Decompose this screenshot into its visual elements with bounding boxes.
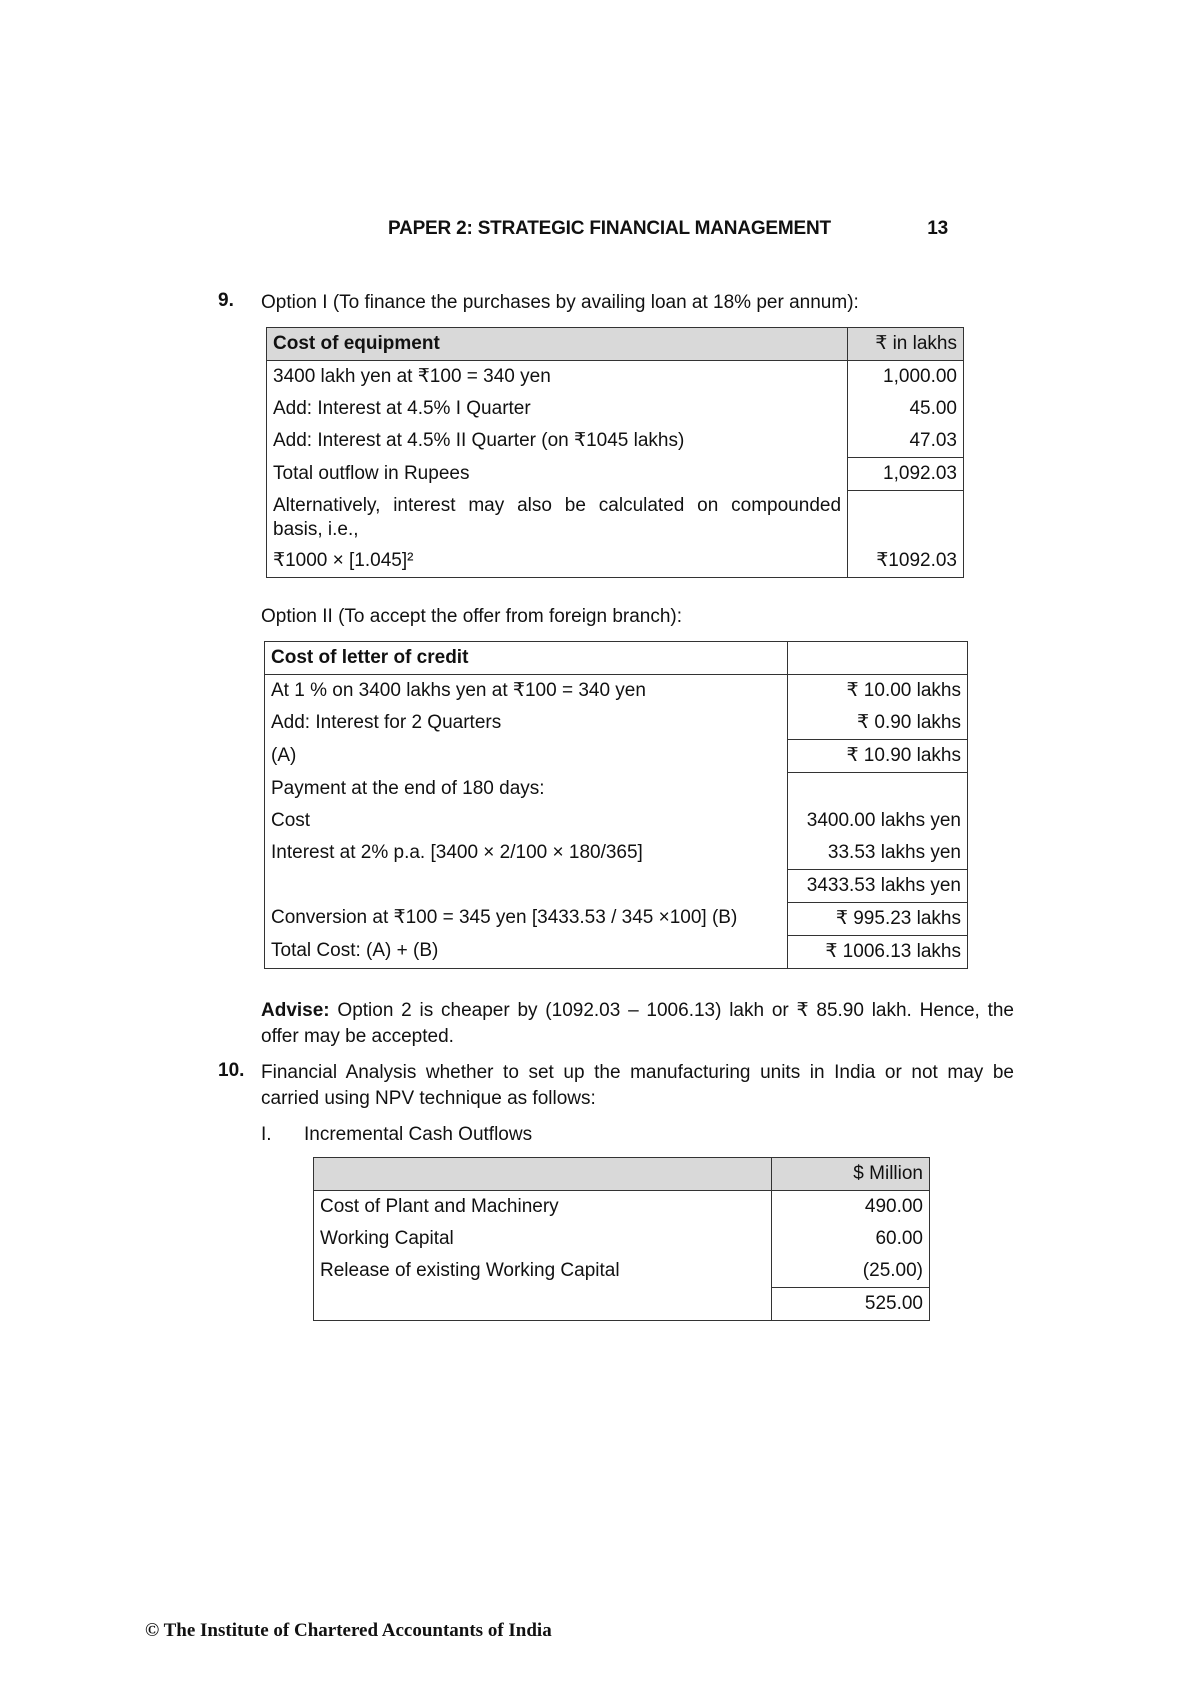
table-row <box>314 1255 930 1288</box>
table-row <box>265 773 968 805</box>
row-label: Cost <box>265 805 788 837</box>
sub-title: Incremental Cash Outflows <box>304 1124 533 1145</box>
row-value: ₹ 10.90 lakhs <box>788 740 968 773</box>
header-unit: ₹ in lakhs <box>848 328 964 361</box>
row-label <box>265 869 788 902</box>
header-empty <box>314 1158 772 1191</box>
option2-intro: Option II (To accept the offer from foreign branch): <box>261 606 683 627</box>
row-label: Total Cost: (A) + (B) <box>265 935 788 968</box>
table-row <box>265 935 968 968</box>
row-value: ₹1092.03 <box>848 545 964 578</box>
row-label: Cost of Plant and Machinery <box>314 1191 772 1224</box>
row-value: 525.00 <box>772 1288 930 1321</box>
row-value: 47.03 <box>848 425 964 458</box>
table-header-row <box>265 642 968 675</box>
header-label: Cost of letter of credit <box>265 642 788 675</box>
row-value: 1,092.03 <box>848 458 964 491</box>
row-value: ₹ 1006.13 lakhs <box>788 935 968 968</box>
table-row <box>267 491 964 545</box>
row-label: Release of existing Working Capital <box>314 1255 772 1288</box>
table-row <box>314 1223 930 1255</box>
table-row <box>267 393 964 425</box>
page-header <box>388 218 948 240</box>
row-value: ₹ 10.00 lakhs <box>788 675 968 708</box>
table-row <box>265 869 968 902</box>
row-label: 3400 lakh yen at ₹100 = 340 yen <box>267 361 848 394</box>
q10-intro: Financial Analysis whether to set up the manufacturing units in India or not may be carried using NPV technique as follows: <box>261 1062 1014 1109</box>
header-empty <box>788 642 968 675</box>
table-row <box>267 545 964 578</box>
row-value: ₹ 0.90 lakhs <box>788 707 968 740</box>
row-value <box>788 773 968 805</box>
table-row <box>267 361 964 394</box>
row-label: Add: Interest for 2 Quarters <box>265 707 788 740</box>
row-label: Interest at 2% p.a. [3400 × 2/100 × 180/365] <box>265 837 788 870</box>
row-value: ₹ 995.23 lakhs <box>788 902 968 935</box>
row-label: (A) <box>265 740 788 773</box>
table-row <box>265 675 968 708</box>
table-row <box>267 458 964 491</box>
question-number-9: 9. <box>218 290 234 311</box>
row-label: ₹1000 × [1.045]² <box>267 545 848 578</box>
option1-intro: Option I (To finance the purchases by availing loan at 18% per annum): <box>261 292 859 313</box>
row-value: 490.00 <box>772 1191 930 1224</box>
table-header-row <box>267 328 964 361</box>
table-row <box>265 805 968 837</box>
row-label: Add: Interest at 4.5% II Quarter (on ₹1045 lakhs) <box>267 425 848 458</box>
row-label: Total outflow in Rupees <box>267 458 848 491</box>
row-value <box>848 491 964 545</box>
table-row <box>265 837 968 870</box>
table-row <box>265 902 968 935</box>
question-number-10: 10. <box>218 1060 245 1081</box>
row-value: 60.00 <box>772 1223 930 1255</box>
row-label: Payment at the end of 180 days: <box>265 773 788 805</box>
incremental-cash-outflows-table <box>313 1157 930 1321</box>
row-value: 3400.00 lakhs yen <box>788 805 968 837</box>
row-value: 45.00 <box>848 393 964 425</box>
paper-title: PAPER 2: STRATEGIC FINANCIAL MANAGEMENT <box>388 218 831 239</box>
table-header-row <box>314 1158 930 1191</box>
row-value: 33.53 lakhs yen <box>788 837 968 870</box>
sub-number: I. <box>261 1124 272 1145</box>
row-label: At 1 % on 3400 lakhs yen at ₹100 = 340 yen <box>265 675 788 708</box>
row-value: (25.00) <box>772 1255 930 1288</box>
row-label <box>314 1288 772 1321</box>
table-row <box>265 740 968 773</box>
row-label: Alternatively, interest may also be calculated on compounded basis, i.e., <box>267 491 848 545</box>
row-label: Conversion at ₹100 = 345 yen [3433.53 / 345 ×100] (B) <box>265 902 788 935</box>
page-number: 13 <box>927 218 948 239</box>
footer-copyright: © The Institute of Chartered Accountants of India <box>145 1620 552 1641</box>
advise-label: Advise: <box>261 1000 330 1021</box>
header-label: Cost of equipment <box>267 328 848 361</box>
row-value: 1,000.00 <box>848 361 964 394</box>
row-label: Add: Interest at 4.5% I Quarter <box>267 393 848 425</box>
table-row <box>314 1288 930 1321</box>
row-label: Working Capital <box>314 1223 772 1255</box>
letter-of-credit-table <box>264 641 968 969</box>
advise-text: Option 2 is cheaper by (1092.03 – 1006.13) lakh or ₹ 85.90 lakh. Hence, the offer may be accepted. <box>261 1000 1014 1047</box>
cost-of-equipment-table <box>266 327 964 578</box>
table-row <box>314 1191 930 1224</box>
table-row <box>265 707 968 740</box>
advise-paragraph <box>261 998 1014 1050</box>
table-row <box>267 425 964 458</box>
header-unit: $ Million <box>772 1158 930 1191</box>
row-value: 3433.53 lakhs yen <box>788 869 968 902</box>
